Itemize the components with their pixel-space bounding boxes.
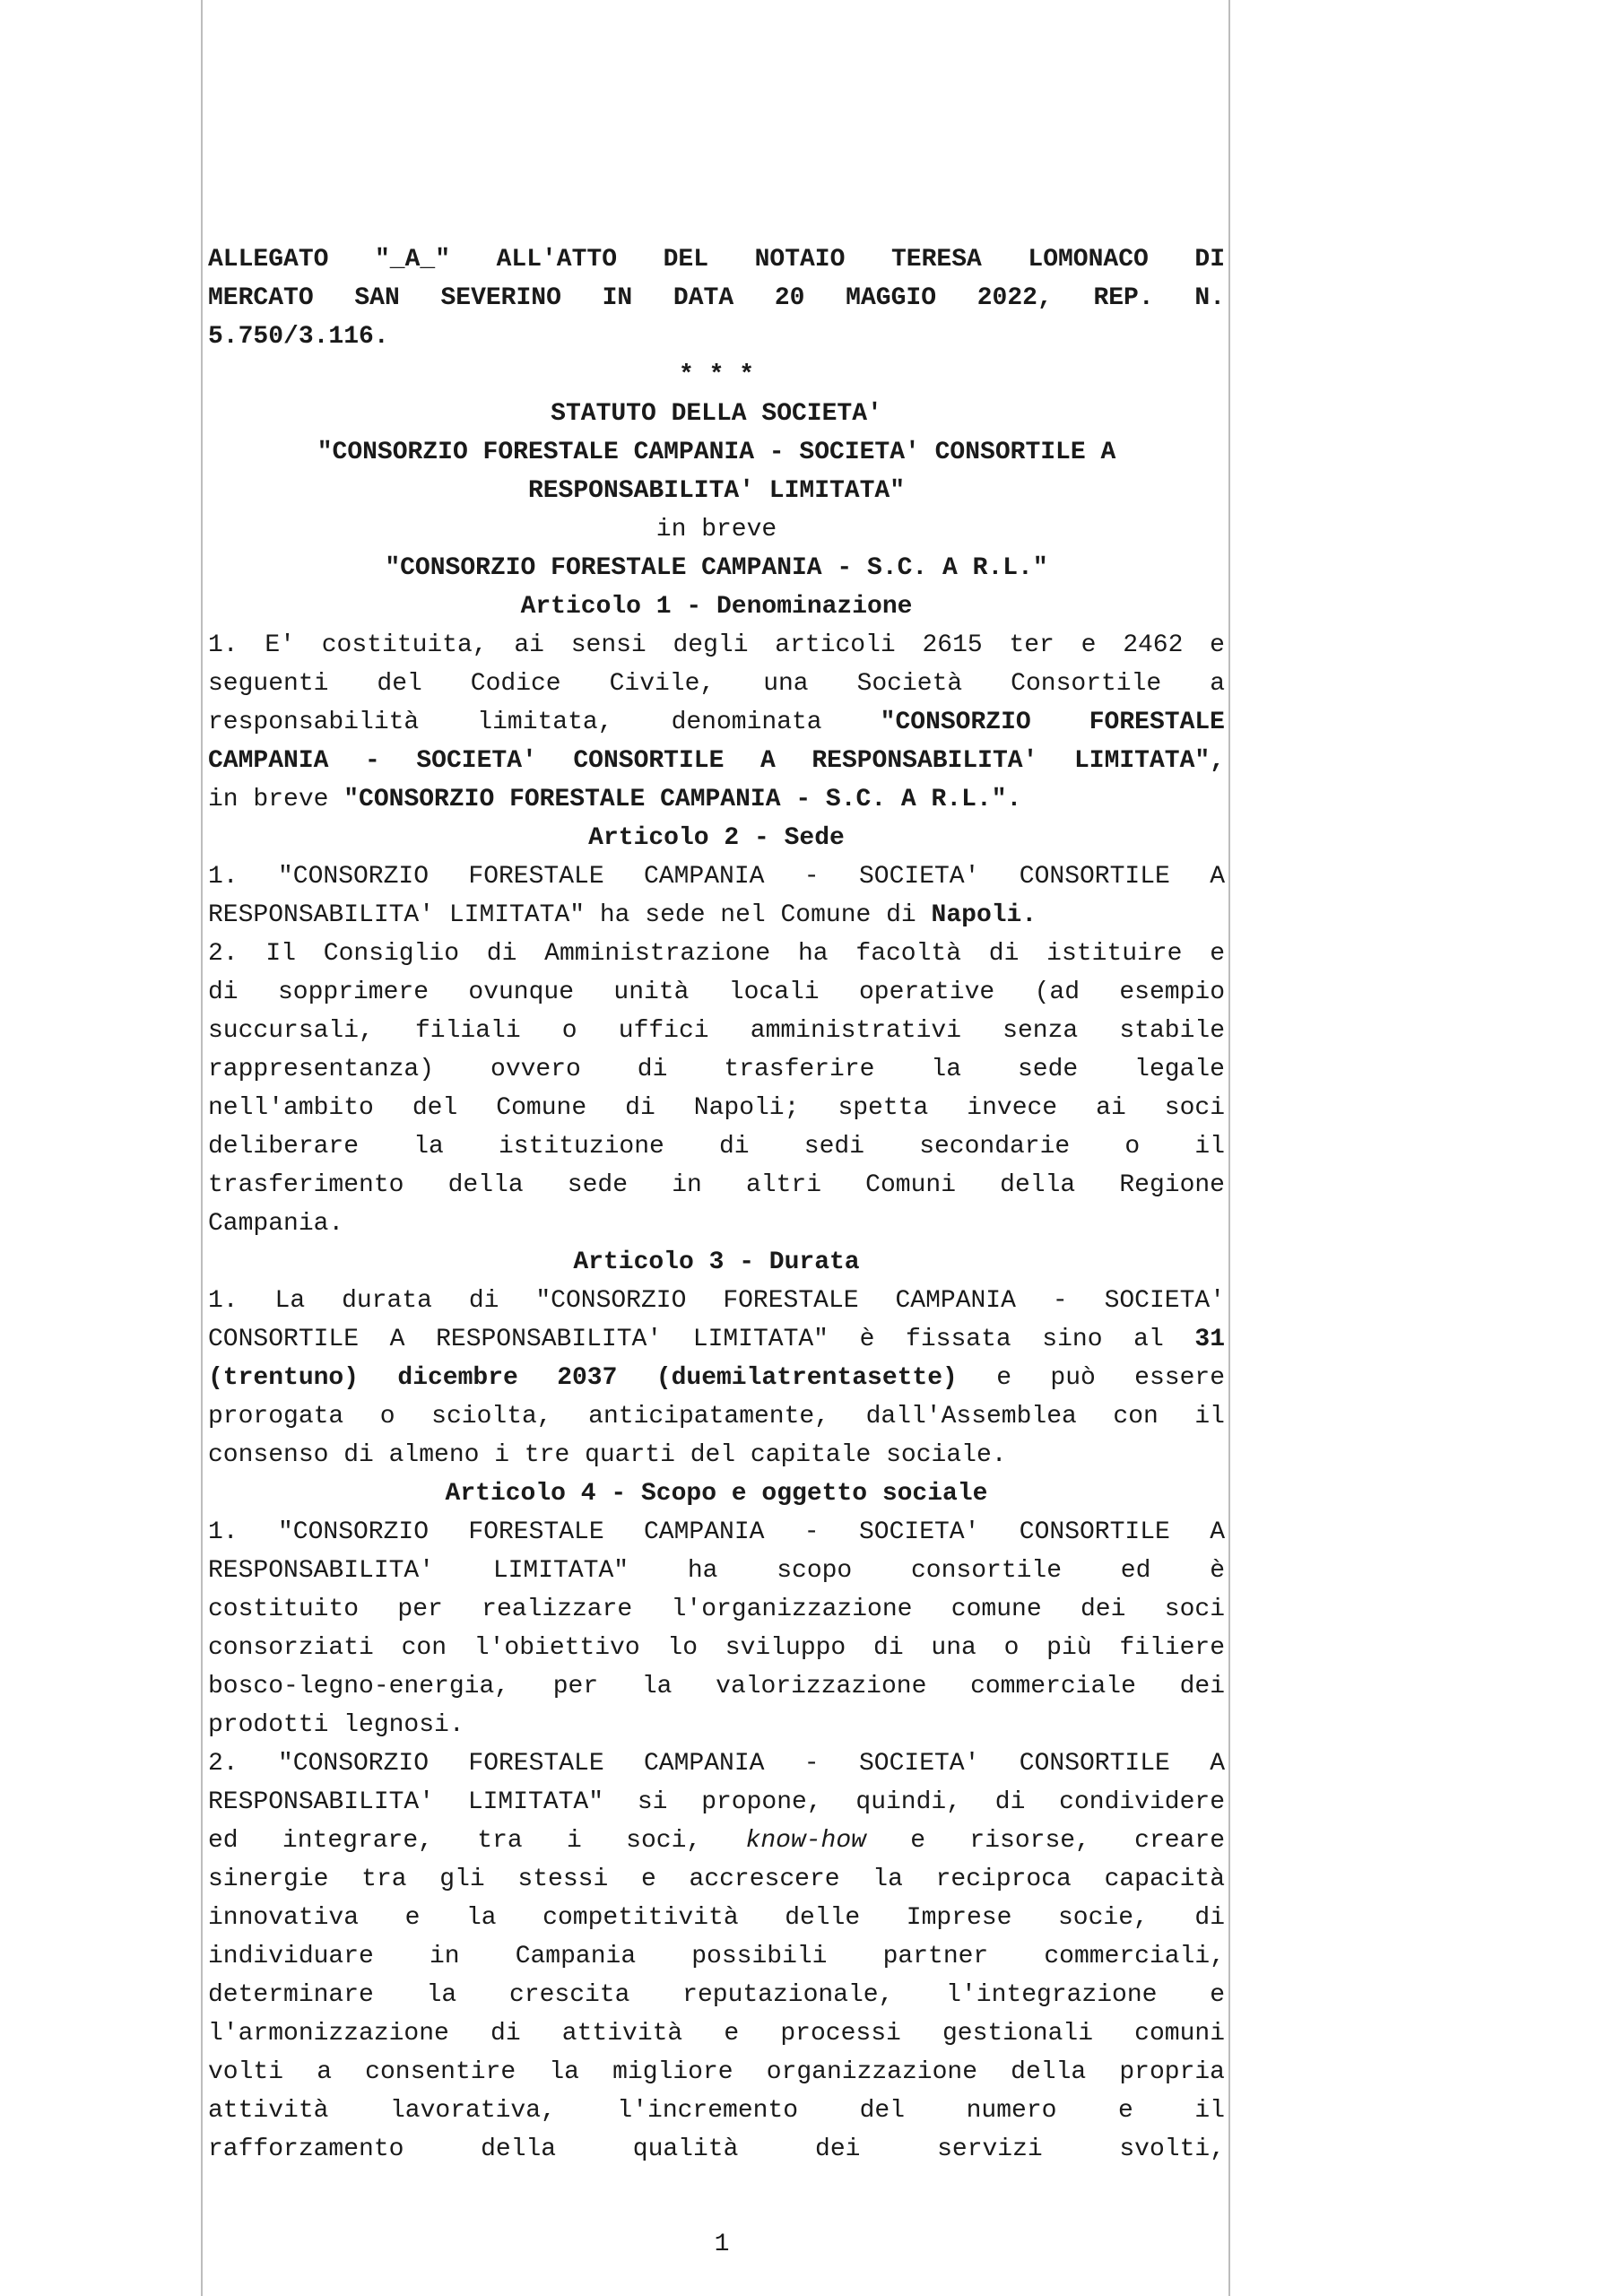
article-text-line: attività lavorativa, l'incremento del numero e il: [208, 2097, 1225, 2125]
article-text-line: Campania.: [208, 1210, 344, 1238]
article-text-line: determinare la crescita reputazionale, l'integrazione e: [208, 1981, 1225, 2009]
article-text-line: [208, 703, 1225, 742]
article-text-line: 2. Il Consiglio di Amministrazione ha facoltà di istituire e: [208, 940, 1225, 968]
article-text-line: l'armonizzazione di attività e processi gestionali comuni: [208, 2020, 1225, 2048]
article-heading: Articolo 4 - Scopo e oggetto sociale: [445, 1480, 988, 1508]
article-text-line: prodotti legnosi.: [208, 1711, 464, 1739]
text-run: RESPONSABILITA' LIMITATA" ha sede nel Comune di: [208, 901, 916, 929]
header-line: ALLEGATO "_A_" ALL'ATTO DEL NOTAIO TERESA LOMONACO DI: [208, 246, 1225, 274]
bold-text-run: (trentuno) dicembre 2037 (duemilatrentasette): [208, 1364, 958, 1392]
bold-text-run: "CONSORZIO FORESTALE CAMPANIA - S.C. A R.L.".: [343, 786, 1022, 813]
article-text-line: 1. La durata di "CONSORZIO FORESTALE CAMPANIA - SOCIETA': [208, 1287, 1225, 1315]
article-text-line: rappresentanza) ovvero di trasferire la sede legale: [208, 1056, 1225, 1083]
article-text-line: 1. "CONSORZIO FORESTALE CAMPANIA - SOCIETA' CONSORTILE A: [208, 863, 1225, 891]
article-text-line: 1. E' costituita, ai sensi degli articoli 2615 ter e 2462 e: [208, 631, 1225, 659]
article-text-line: costituito per realizzare l'organizzazione comune dei soci: [208, 1596, 1225, 1623]
right-margin-line: [1228, 0, 1230, 2296]
article-text-line: rafforzamento della qualità dei servizi svolti,: [208, 2135, 1225, 2163]
article-text-line: succursali, filiali o uffici amministrativi senza stabile: [208, 1017, 1225, 1045]
page-number: 1: [714, 2231, 730, 2258]
left-margin-line: [201, 0, 203, 2296]
article-text-line: seguenti del Codice Civile, una Società Consortile a: [208, 670, 1225, 698]
company-name-line: RESPONSABILITA' LIMITATA": [527, 477, 906, 505]
article-text-line: RESPONSABILITA' LIMITATA" si propone, quindi, di condividere: [208, 1788, 1225, 1816]
article-text-line: nell'ambito del Comune di Napoli; spetta invece ai soci: [208, 1094, 1225, 1122]
article-text-line: trasferimento della sede in altri Comuni della Regione: [208, 1171, 1225, 1199]
article-text-line: deliberare la istituzione di sedi secondarie o il: [208, 1133, 1225, 1161]
italic-text-run: know-how: [745, 1827, 866, 1855]
text-run: ed integrare, tra i soci,: [208, 1827, 702, 1855]
document-body: [208, 240, 1225, 2169]
header-line: MERCATO SAN SEVERINO IN DATA 20 MAGGIO 2022, REP. N.: [208, 284, 1225, 312]
article-text-line: individuare in Campania possibili partner commerciali,: [208, 1943, 1225, 1970]
in-breve-label: in breve: [655, 516, 777, 544]
header-line: 5.750/3.116.: [208, 323, 389, 351]
text-run: e risorse, creare: [910, 1827, 1225, 1855]
article-text-line: 2. "CONSORZIO FORESTALE CAMPANIA - SOCIETA' CONSORTILE A: [208, 1750, 1225, 1778]
company-short-name: "CONSORZIO FORESTALE CAMPANIA - S.C. A R.L.": [385, 554, 1048, 582]
article-text-line: RESPONSABILITA' LIMITATA" ha scopo consortile ed è: [208, 1557, 1225, 1585]
article-text-line: [208, 1359, 1225, 1397]
article-text-line: volti a consentire la migliore organizzazione della propria: [208, 2058, 1225, 2086]
article-text-line: innovativa e la competitività delle Imprese socie, di: [208, 1904, 1225, 1932]
article-text-line: consenso di almeno i tre quarti del capitale sociale.: [208, 1441, 1007, 1469]
text-run: in breve: [208, 786, 329, 813]
statute-title: STATUTO DELLA SOCIETA': [551, 400, 882, 428]
bold-text-run: Napoli.: [931, 901, 1037, 929]
bold-text-run: "CONSORZIO FORESTALE: [880, 709, 1225, 736]
article-heading: Articolo 2 - Sede: [588, 824, 845, 852]
text-run: responsabilità limitata, denominata: [208, 709, 822, 736]
separator-stars: * * *: [678, 361, 754, 389]
article-text-line: bosco-legno-energia, per la valorizzazione commerciale dei: [208, 1673, 1225, 1700]
article-text-line: [208, 896, 1225, 935]
article-text-line: consorziati con l'obiettivo lo sviluppo di una o più filiere: [208, 1634, 1225, 1662]
article-text-line: [208, 1320, 1225, 1359]
article-text-line: [208, 780, 1225, 819]
article-text-line: sinergie tra gli stessi e accrescere la reciproca capacità: [208, 1866, 1225, 1893]
bold-text-run: 31: [1194, 1326, 1225, 1353]
article-heading: Articolo 1 - Denominazione: [520, 593, 913, 621]
article-text-line: di sopprimere ovunque unità locali operative (ad esempio: [208, 978, 1225, 1006]
company-name-line: "CONSORZIO FORESTALE CAMPANIA - SOCIETA' CONSORTILE A: [317, 439, 1116, 466]
article-text-line: 1. "CONSORZIO FORESTALE CAMPANIA - SOCIETA' CONSORTILE A: [208, 1518, 1225, 1546]
article-text-line: CAMPANIA - SOCIETA' CONSORTILE A RESPONSABILITA' LIMITATA",: [208, 747, 1225, 775]
article-text-line: prorogata o sciolta, anticipatamente, dall'Assemblea con il: [208, 1403, 1225, 1431]
text-run: CONSORTILE A RESPONSABILITA' LIMITATA" è fissata sino al: [208, 1326, 1164, 1353]
article-heading: Articolo 3 - Durata: [573, 1248, 860, 1276]
article-text-line: [208, 1822, 1225, 1860]
text-run: e può essere: [996, 1364, 1225, 1392]
